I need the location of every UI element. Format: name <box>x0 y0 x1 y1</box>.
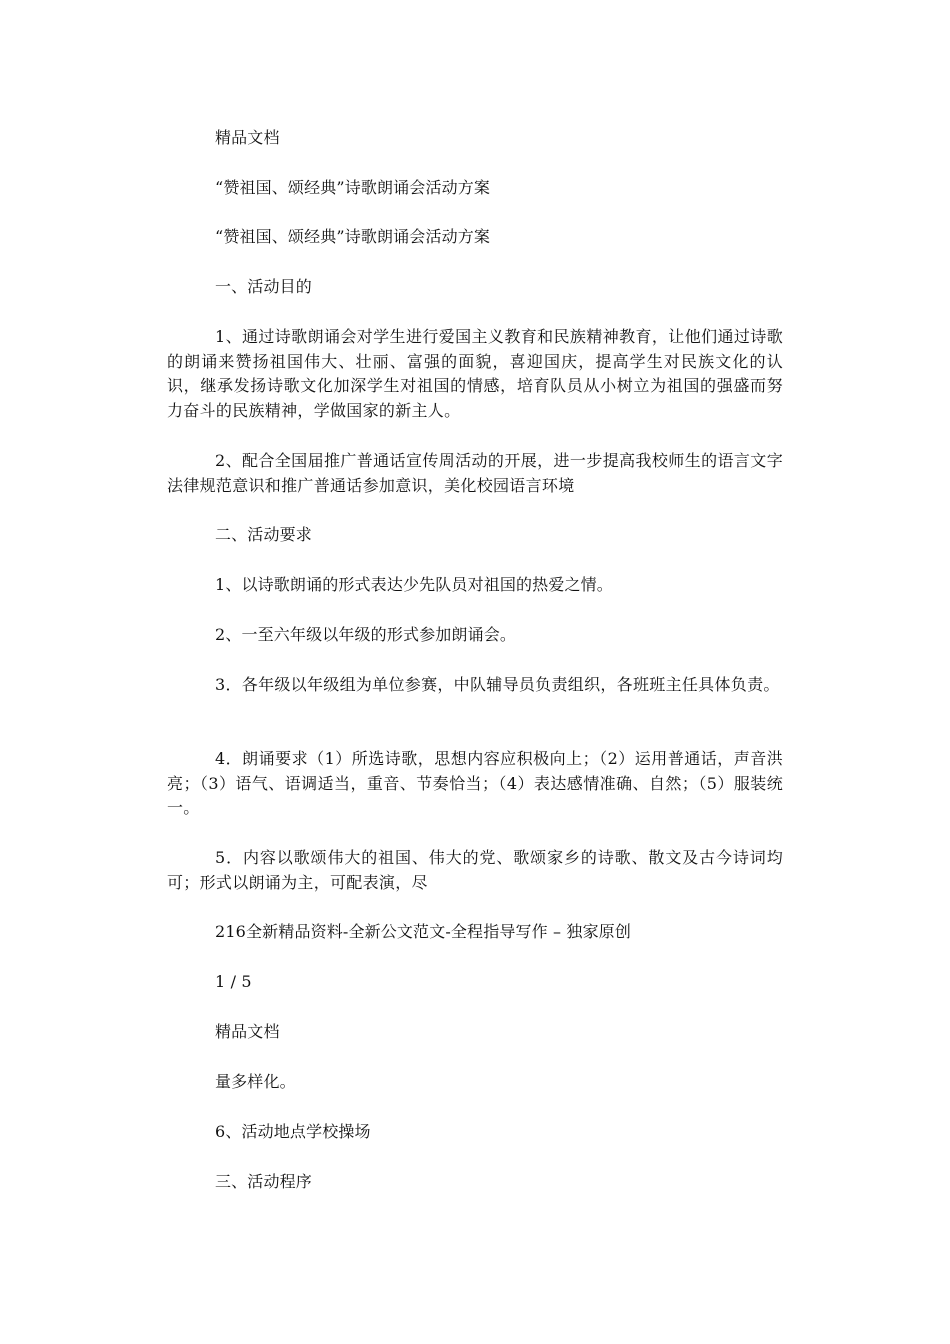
requirement-item-6: 6、活动地点学校操场 <box>215 1122 371 1141</box>
section-heading-purpose: 一、活动目的 <box>215 277 312 296</box>
section-heading-procedure: 三、活动程序 <box>215 1172 312 1191</box>
requirement-item-1: 1、以诗歌朗诵的形式表达少先队员对祖国的热爱之情。 <box>215 575 613 594</box>
requirement-item-2: 2、一至六年级以年级的形式参加朗诵会。 <box>215 625 517 644</box>
requirement-item-5: 5．内容以歌颂伟大的祖国、伟大的党、歌颂家乡的诗歌、散文及古今诗词均可；形式以朗诵为主，可配表演，尽 <box>167 848 783 892</box>
continued-text: 量多样化。 <box>215 1072 296 1091</box>
page-footer: 216全新精品资料-全新公文范文-全程指导写作 – 独家原创 <box>215 922 632 941</box>
page-header-2: 精品文档 <box>215 1022 280 1041</box>
section-heading-requirements: 二、活动要求 <box>215 525 312 544</box>
document-title-repeat: “赞祖国、颂经典”诗歌朗诵会活动方案 <box>215 227 491 246</box>
document-title: “赞祖国、颂经典”诗歌朗诵会活动方案 <box>215 178 491 197</box>
requirement-item-4: 4．朗诵要求（1）所选诗歌，思想内容应积极向上；（2）运用普通话，声音洪亮；（3）语气、语调适当，重音、节奏恰当；（4）表达感情准确、自然；（5）服装统一。 <box>167 749 783 817</box>
page-header: 精品文档 <box>215 128 280 147</box>
paragraph-purpose-2: 2、配合全国届推广普通话宣传周活动的开展，进一步提高我校师生的语言文字法律规范意识和推广普通话参加意识，美化校园语言环境 <box>167 451 783 495</box>
requirement-item-3: 3．各年级以年级组为单位参赛，中队辅导员负责组织，各班班主任具体负责。 <box>215 675 780 694</box>
paragraph-purpose-1: 1、通过诗歌朗诵会对学生进行爱国主义教育和民族精神教育，让他们通过诗歌的朗诵来赞扬祖国伟大、壮丽、富强的面貌，喜迎国庆，提高学生对民族文化的认识，继承发扬诗歌文化加深学生对祖国的情感，培育队员从小树立为祖国的强盛而努力奋斗的民族精神，学做国家的新主人。 <box>167 327 783 420</box>
page-number: 1 / 5 <box>215 972 252 991</box>
